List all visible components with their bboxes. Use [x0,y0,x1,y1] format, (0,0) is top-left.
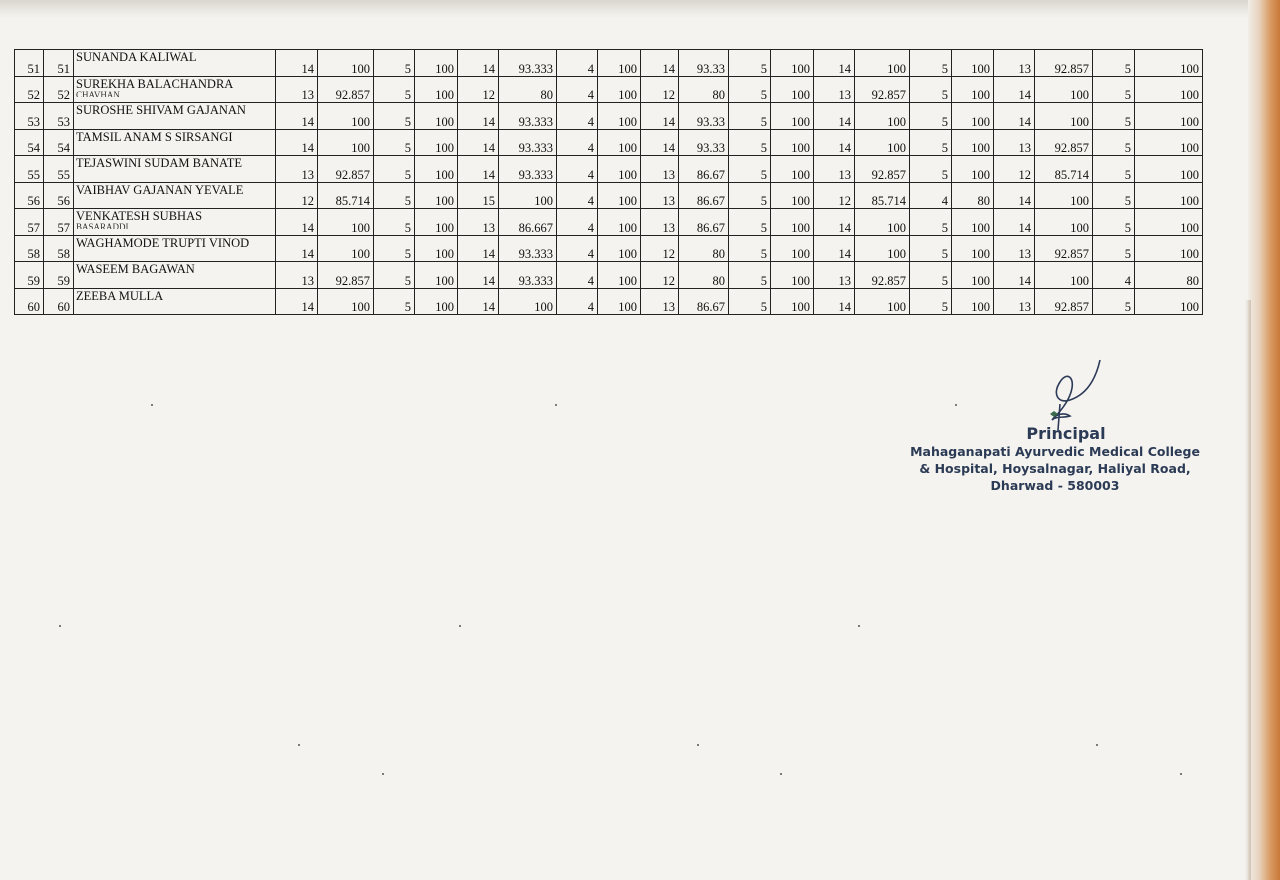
count-cell: 14 [458,262,499,289]
percentage-cell: 100 [1135,50,1203,77]
percentage-cell: 100 [952,288,994,315]
count-cell: 5 [910,129,952,156]
count-cell: 14 [458,288,499,315]
speck [59,625,61,627]
table-row [15,50,1203,77]
count-cell: 13 [641,209,679,236]
count-cell: 5 [374,262,415,289]
percentage-cell: 100 [598,235,641,262]
percentage-cell: 92.857 [1035,50,1093,77]
percentage-cell: 100 [1135,235,1203,262]
student-name: SUROSHE SHIVAM GAJANAN [76,103,246,117]
college-name: Mahaganapati Ayurvedic Medical College [910,444,1200,459]
scanned-right-edge [1248,0,1280,880]
count-cell: 5 [1093,235,1135,262]
serial-number-cell: 53 [15,103,44,130]
percentage-cell: 100 [771,129,814,156]
student-name: WAGHAMODE TRUPTI VINOD [76,235,250,250]
count-cell: 4 [557,262,598,289]
percentage-cell: 93.33 [679,50,729,77]
serial-number-cell: 51 [15,50,44,77]
count-cell: 13 [994,288,1035,315]
percentage-cell: 100 [598,209,641,236]
count-cell: 14 [276,129,318,156]
percentage-cell: 100 [415,209,458,236]
table-row [15,262,1203,289]
count-cell: 5 [910,103,952,130]
roll-number-cell: 52 [44,76,74,103]
percentage-cell: 100 [952,262,994,289]
count-cell: 12 [641,262,679,289]
table-row [15,103,1203,130]
percentage-cell: 86.67 [679,209,729,236]
roll-number-cell: 60 [44,288,74,315]
percentage-cell: 100 [598,129,641,156]
count-cell: 4 [557,182,598,209]
percentage-cell: 93.333 [499,129,557,156]
count-cell: 4 [557,129,598,156]
count-cell: 14 [814,129,855,156]
percentage-cell: 93.333 [499,156,557,183]
percentage-cell: 92.857 [1035,288,1093,315]
percentage-cell: 92.857 [855,156,910,183]
count-cell: 14 [994,76,1035,103]
serial-number-cell: 59 [15,262,44,289]
serial-number-cell: 57 [15,209,44,236]
principal-block [905,424,1205,494]
percentage-cell: 85.714 [318,182,374,209]
percentage-cell: 92.857 [318,156,374,183]
percentage-cell: 100 [1135,156,1203,183]
count-cell: 14 [276,50,318,77]
table-row [15,76,1203,103]
count-cell: 13 [641,182,679,209]
percentage-cell: 100 [771,156,814,183]
count-cell: 4 [557,235,598,262]
percentage-cell: 100 [415,235,458,262]
student-name: SUNANDA KALIWAL [76,50,197,64]
percentage-cell: 100 [598,288,641,315]
percentage-cell: 100 [855,209,910,236]
table-row [15,288,1203,315]
student-name-cell [74,182,276,209]
percentage-cell: 100 [771,262,814,289]
percentage-cell: 86.67 [679,156,729,183]
count-cell: 5 [374,288,415,315]
count-cell: 12 [276,182,318,209]
count-cell: 12 [641,76,679,103]
count-cell: 4 [557,76,598,103]
percentage-cell: 80 [679,262,729,289]
roll-number-cell: 54 [44,129,74,156]
count-cell: 14 [276,103,318,130]
percentage-cell: 92.857 [855,262,910,289]
serial-number-cell: 55 [15,156,44,183]
count-cell: 13 [641,288,679,315]
percentage-cell: 100 [415,262,458,289]
percentage-cell: 85.714 [855,182,910,209]
page-shadow [1245,300,1251,880]
percentage-cell: 93.333 [499,235,557,262]
count-cell: 5 [729,209,771,236]
count-cell: 14 [641,129,679,156]
count-cell: 5 [910,235,952,262]
count-cell: 14 [994,103,1035,130]
percentage-cell: 93.333 [499,262,557,289]
percentage-cell: 100 [1135,288,1203,315]
roll-number-cell: 58 [44,235,74,262]
percentage-cell: 100 [1135,129,1203,156]
table-row [15,182,1203,209]
percentage-cell: 93.333 [499,103,557,130]
count-cell: 14 [458,50,499,77]
count-cell: 5 [729,156,771,183]
count-cell: 5 [374,129,415,156]
student-name: WASEEM BAGAWAN [76,262,195,276]
percentage-cell: 100 [415,156,458,183]
student-name-cell [74,235,276,262]
percentage-cell: 100 [318,288,374,315]
speck [1096,744,1098,746]
percentage-cell: 100 [855,235,910,262]
percentage-cell: 100 [1035,262,1093,289]
speck [1180,773,1182,775]
percentage-cell: 100 [771,76,814,103]
count-cell: 14 [641,50,679,77]
count-cell: 5 [1093,156,1135,183]
student-name-cell [74,288,276,315]
count-cell: 13 [276,156,318,183]
count-cell: 4 [557,156,598,183]
percentage-cell: 80 [499,76,557,103]
count-cell: 14 [814,288,855,315]
percentage-cell: 86.67 [679,288,729,315]
count-cell: 13 [641,156,679,183]
count-cell: 5 [1093,103,1135,130]
student-name-cell [74,76,276,103]
percentage-cell: 100 [1035,182,1093,209]
count-cell: 12 [458,76,499,103]
percentage-cell: 100 [1135,76,1203,103]
attendance-table [14,49,1203,315]
percentage-cell: 85.714 [1035,156,1093,183]
percentage-cell: 100 [855,103,910,130]
percentage-cell: 100 [855,288,910,315]
count-cell: 5 [910,209,952,236]
count-cell: 13 [994,129,1035,156]
percentage-cell: 100 [598,262,641,289]
count-cell: 14 [458,129,499,156]
student-name: TAMSIL ANAM S SIRSANGI [76,129,233,144]
student-name-continued: CHAVHAN [76,90,120,97]
student-name-cell [74,103,276,130]
serial-number-cell: 52 [15,76,44,103]
student-name: SUREKHA BALACHANDRA [76,76,234,91]
percentage-cell: 100 [1135,182,1203,209]
count-cell: 14 [458,103,499,130]
count-cell: 5 [729,103,771,130]
count-cell: 14 [814,209,855,236]
student-name-cell [74,156,276,183]
roll-number-cell: 59 [44,262,74,289]
serial-number-cell: 54 [15,129,44,156]
count-cell: 4 [1093,262,1135,289]
serial-number-cell: 58 [15,235,44,262]
percentage-cell: 80 [679,76,729,103]
percentage-cell: 92.857 [1035,235,1093,262]
percentage-cell: 100 [598,50,641,77]
count-cell: 14 [994,262,1035,289]
percentage-cell: 100 [952,209,994,236]
count-cell: 5 [729,76,771,103]
percentage-cell: 100 [415,103,458,130]
percentage-cell: 100 [771,182,814,209]
roll-number-cell: 56 [44,182,74,209]
count-cell: 14 [994,209,1035,236]
count-cell: 14 [458,156,499,183]
count-cell: 12 [994,156,1035,183]
speck [697,744,699,746]
speck [555,404,557,406]
count-cell: 13 [814,76,855,103]
percentage-cell: 93.33 [679,103,729,130]
speck [780,773,782,775]
percentage-cell: 100 [598,76,641,103]
percentage-cell: 93.333 [499,50,557,77]
percentage-cell: 100 [952,103,994,130]
percentage-cell: 100 [598,156,641,183]
count-cell: 5 [1093,209,1135,236]
speck [151,404,153,406]
count-cell: 5 [1093,50,1135,77]
percentage-cell: 100 [318,50,374,77]
count-cell: 13 [814,156,855,183]
percentage-cell: 100 [415,129,458,156]
percentage-cell: 100 [415,182,458,209]
percentage-cell: 80 [952,182,994,209]
percentage-cell: 100 [952,156,994,183]
count-cell: 5 [1093,288,1135,315]
count-cell: 12 [641,235,679,262]
percentage-cell: 80 [679,235,729,262]
student-name-cell [74,209,276,236]
count-cell: 5 [729,182,771,209]
percentage-cell: 100 [499,182,557,209]
percentage-cell: 100 [1035,76,1093,103]
table-body [15,50,1203,315]
count-cell: 13 [994,235,1035,262]
count-cell: 5 [374,50,415,77]
count-cell: 5 [910,288,952,315]
percentage-cell: 100 [771,209,814,236]
percentage-cell: 100 [415,50,458,77]
percentage-cell: 100 [855,50,910,77]
speck [382,773,384,775]
count-cell: 13 [994,50,1035,77]
percentage-cell: 100 [952,129,994,156]
roll-number-cell: 57 [44,209,74,236]
percentage-cell: 100 [499,288,557,315]
percentage-cell: 100 [1135,103,1203,130]
count-cell: 5 [374,182,415,209]
percentage-cell: 92.857 [318,262,374,289]
percentage-cell: 100 [318,103,374,130]
percentage-cell: 100 [318,235,374,262]
count-cell: 5 [729,288,771,315]
percentage-cell: 100 [415,288,458,315]
student-name-continued: BASARADDI [76,223,129,229]
count-cell: 5 [1093,76,1135,103]
count-cell: 4 [910,182,952,209]
roll-number-cell: 51 [44,50,74,77]
percentage-cell: 100 [1035,103,1093,130]
count-cell: 5 [729,50,771,77]
count-cell: 14 [276,288,318,315]
percentage-cell: 100 [771,103,814,130]
table-row [15,209,1203,236]
count-cell: 14 [276,209,318,236]
count-cell: 14 [276,235,318,262]
count-cell: 14 [458,235,499,262]
percentage-cell: 93.33 [679,129,729,156]
count-cell: 5 [729,262,771,289]
student-name-cell [74,262,276,289]
percentage-cell: 92.857 [318,76,374,103]
count-cell: 5 [374,235,415,262]
count-cell: 13 [814,262,855,289]
principal-title: Principal [1026,424,1106,443]
count-cell: 5 [910,262,952,289]
count-cell: 14 [814,50,855,77]
percentage-cell: 100 [952,76,994,103]
speck [298,744,300,746]
percentage-cell: 100 [1135,209,1203,236]
student-name-cell [74,129,276,156]
count-cell: 15 [458,182,499,209]
roll-number-cell: 53 [44,103,74,130]
percentage-cell: 86.667 [499,209,557,236]
percentage-cell: 100 [952,50,994,77]
college-city: Dharwad - 580003 [990,478,1120,493]
student-name: TEJASWINI SUDAM BANATE [76,156,242,170]
speck [858,625,860,627]
percentage-cell: 100 [318,209,374,236]
percentage-cell: 80 [1135,262,1203,289]
student-name-cell [74,50,276,77]
count-cell: 12 [814,182,855,209]
student-name: VENKATESH SUBHAS [76,209,203,223]
student-name: ZEEBA MULLA [76,288,164,303]
percentage-cell: 92.857 [1035,129,1093,156]
count-cell: 5 [910,76,952,103]
college-address: & Hospital, Hoysalnagar, Haliyal Road, [919,461,1191,476]
count-cell: 13 [276,262,318,289]
percentage-cell: 100 [771,235,814,262]
count-cell: 14 [814,103,855,130]
count-cell: 5 [374,76,415,103]
percentage-cell: 100 [318,129,374,156]
count-cell: 5 [374,103,415,130]
speck [955,404,957,406]
percentage-cell: 100 [598,103,641,130]
serial-number-cell: 60 [15,288,44,315]
count-cell: 5 [910,50,952,77]
roll-number-cell: 55 [44,156,74,183]
count-cell: 13 [276,76,318,103]
count-cell: 5 [374,209,415,236]
percentage-cell: 100 [1035,209,1093,236]
count-cell: 5 [910,156,952,183]
serial-number-cell: 56 [15,182,44,209]
percentage-cell: 100 [952,235,994,262]
count-cell: 5 [1093,129,1135,156]
count-cell: 14 [994,182,1035,209]
count-cell: 14 [814,235,855,262]
count-cell: 4 [557,209,598,236]
student-name: VAIBHAV GAJANAN YEVALE [76,182,244,197]
count-cell: 5 [729,129,771,156]
count-cell: 5 [1093,182,1135,209]
principal-signature [1030,356,1110,434]
percentage-cell: 100 [855,129,910,156]
speck [459,625,461,627]
count-cell: 4 [557,288,598,315]
count-cell: 5 [729,235,771,262]
percentage-cell: 100 [771,50,814,77]
count-cell: 14 [641,103,679,130]
table-row [15,156,1203,183]
scanned-top-edge [0,0,1280,18]
percentage-cell: 100 [598,182,641,209]
count-cell: 5 [374,156,415,183]
percentage-cell: 100 [771,288,814,315]
count-cell: 13 [458,209,499,236]
percentage-cell: 86.67 [679,182,729,209]
count-cell: 4 [557,103,598,130]
percentage-cell: 100 [415,76,458,103]
table-row [15,129,1203,156]
table-row [15,235,1203,262]
percentage-cell: 92.857 [855,76,910,103]
count-cell: 4 [557,50,598,77]
